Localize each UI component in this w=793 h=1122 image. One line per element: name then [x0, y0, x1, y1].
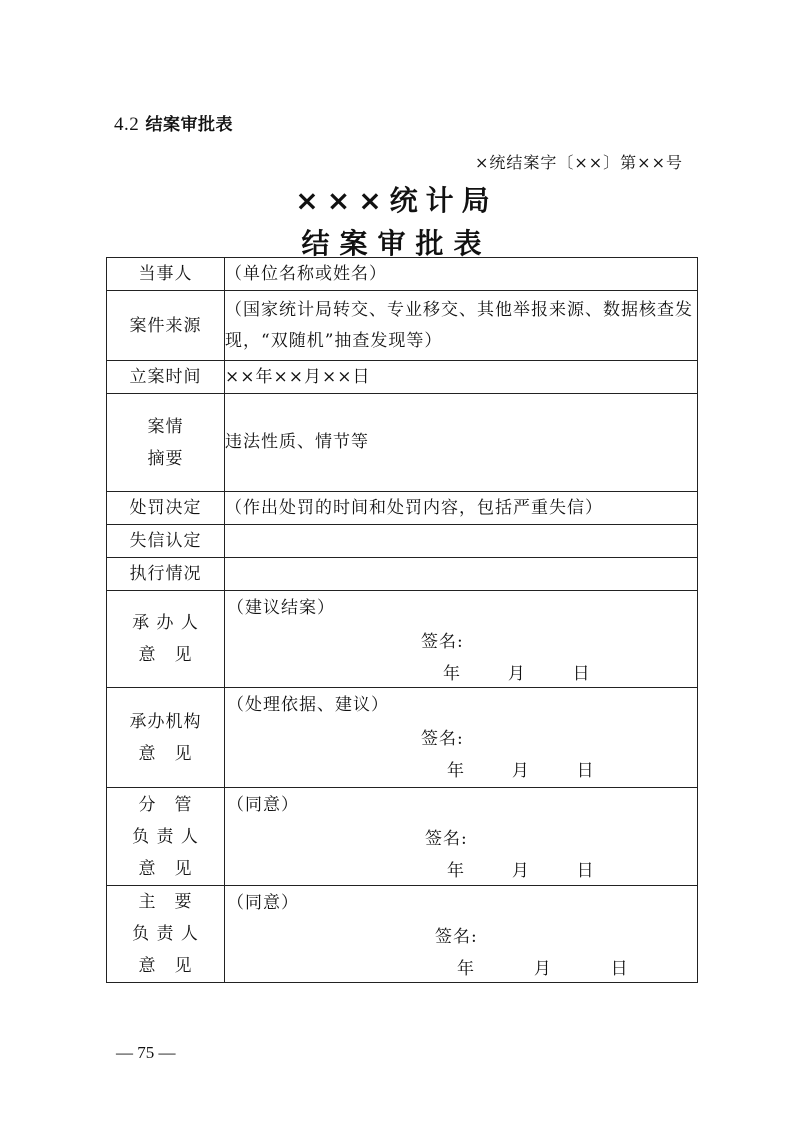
row-credit-determination — [107, 525, 698, 558]
handler-opinion-label — [107, 591, 225, 688]
document-number: ×统结案字〔××〕第××号 — [474, 153, 683, 172]
handler-opinion-note: （建议结案） — [227, 598, 335, 618]
row-case-summary — [107, 394, 698, 492]
supervisor-label-line3: 意 见 — [138, 858, 193, 879]
supervisor-label-line1: 分 管 — [138, 794, 193, 815]
filing-time-label: 立案时间 — [107, 361, 225, 394]
section-title: 结案审批表 — [145, 115, 233, 135]
supervisor-date-day: 日 — [576, 861, 595, 881]
handler-opinion-label-line2: 意 见 — [138, 645, 193, 665]
case-summary-value[interactable]: 违法性质、情节等 — [225, 394, 698, 492]
row-party — [107, 258, 698, 291]
party-value[interactable]: （单位名称或姓名） — [225, 258, 698, 291]
supervisor-opinion-label — [107, 788, 225, 886]
principal-label-line3: 意 见 — [138, 956, 193, 976]
principal-date-day: 日 — [610, 959, 629, 979]
case-source-value[interactable]: （国家统计局转交、专业移交、其他举报来源、数据核查发现，“双随机”抽查发现等） — [225, 291, 698, 361]
handler-opinion-cell[interactable] — [225, 591, 698, 688]
filing-time-value[interactable]: ××年××月××日 — [225, 361, 698, 394]
principal-label-line2: 负 责 人 — [132, 924, 199, 944]
handling-agency-label-line1: 承办机构 — [129, 711, 202, 732]
form-title: 结案审批表 — [301, 227, 492, 260]
principal-date-year: 年 — [457, 959, 475, 979]
supervisor-opinion-cell[interactable] — [225, 788, 698, 886]
row-case-source — [107, 291, 698, 361]
row-penalty-decision — [107, 492, 698, 525]
case-summary-label-line2: 摘要 — [147, 448, 184, 469]
handler-opinion-label-line1: 承 办 人 — [132, 613, 199, 633]
handling-agency-opinion-label — [107, 688, 225, 788]
credit-determination-value[interactable] — [225, 525, 698, 558]
penalty-decision-value[interactable]: （作出处罚的时间和处罚内容，包括严重失信） — [225, 492, 698, 525]
handler-date-month: 月 — [507, 664, 526, 684]
credit-determination-label: 失信认定 — [107, 525, 225, 558]
penalty-decision-label: 处罚决定 — [107, 492, 225, 525]
section-number: 4.2 — [114, 114, 140, 135]
row-execution-status — [107, 558, 698, 591]
approval-form-table — [106, 257, 698, 983]
handler-signature-label: 签名: — [421, 632, 464, 652]
case-source-label: 案件来源 — [107, 291, 225, 361]
supervisor-date-line — [447, 856, 595, 887]
row-handler-opinion — [107, 591, 698, 688]
principal-signature-label: 签名: — [435, 927, 478, 947]
handler-date-day: 日 — [572, 664, 591, 684]
handling-agency-opinion-cell[interactable] — [225, 688, 698, 788]
execution-status-value[interactable] — [225, 558, 698, 591]
handling-agency-date-day: 日 — [576, 761, 595, 781]
row-handling-agency-opinion — [107, 688, 698, 788]
handling-agency-label-line2: 意 见 — [138, 743, 193, 764]
handler-date-year: 年 — [443, 664, 461, 684]
supervisor-date-month: 月 — [511, 861, 530, 881]
row-filing-time — [107, 361, 698, 394]
handler-date-line — [443, 659, 591, 690]
handling-agency-date-month: 月 — [511, 761, 530, 781]
principal-opinion-cell[interactable] — [225, 886, 698, 983]
row-supervisor-opinion — [107, 788, 698, 886]
case-summary-label — [107, 394, 225, 492]
principal-date-month: 月 — [533, 959, 552, 979]
handling-agency-signature-label: 签名: — [421, 729, 464, 749]
principal-date-line — [457, 954, 629, 985]
page-number: — 75 — — [116, 1043, 176, 1062]
execution-status-label: 执行情况 — [107, 558, 225, 591]
principal-opinion-note: （同意） — [227, 893, 299, 913]
supervisor-signature-label: 签名: — [425, 829, 468, 849]
supervisor-date-year: 年 — [447, 861, 465, 881]
handling-agency-date-line — [447, 756, 595, 787]
party-label: 当事人 — [107, 258, 225, 291]
principal-opinion-label — [107, 886, 225, 983]
section-heading — [114, 110, 233, 136]
handling-agency-opinion-note: （处理依据、建议） — [227, 695, 389, 715]
supervisor-opinion-note: （同意） — [227, 795, 299, 815]
supervisor-label-line2: 负 责 人 — [132, 826, 199, 847]
principal-label-line1: 主 要 — [138, 892, 193, 912]
handling-agency-date-year: 年 — [447, 761, 465, 781]
row-principal-opinion — [107, 886, 698, 983]
case-summary-label-line1: 案情 — [147, 416, 184, 437]
form-title-agency: ×××统计局 — [295, 184, 498, 217]
